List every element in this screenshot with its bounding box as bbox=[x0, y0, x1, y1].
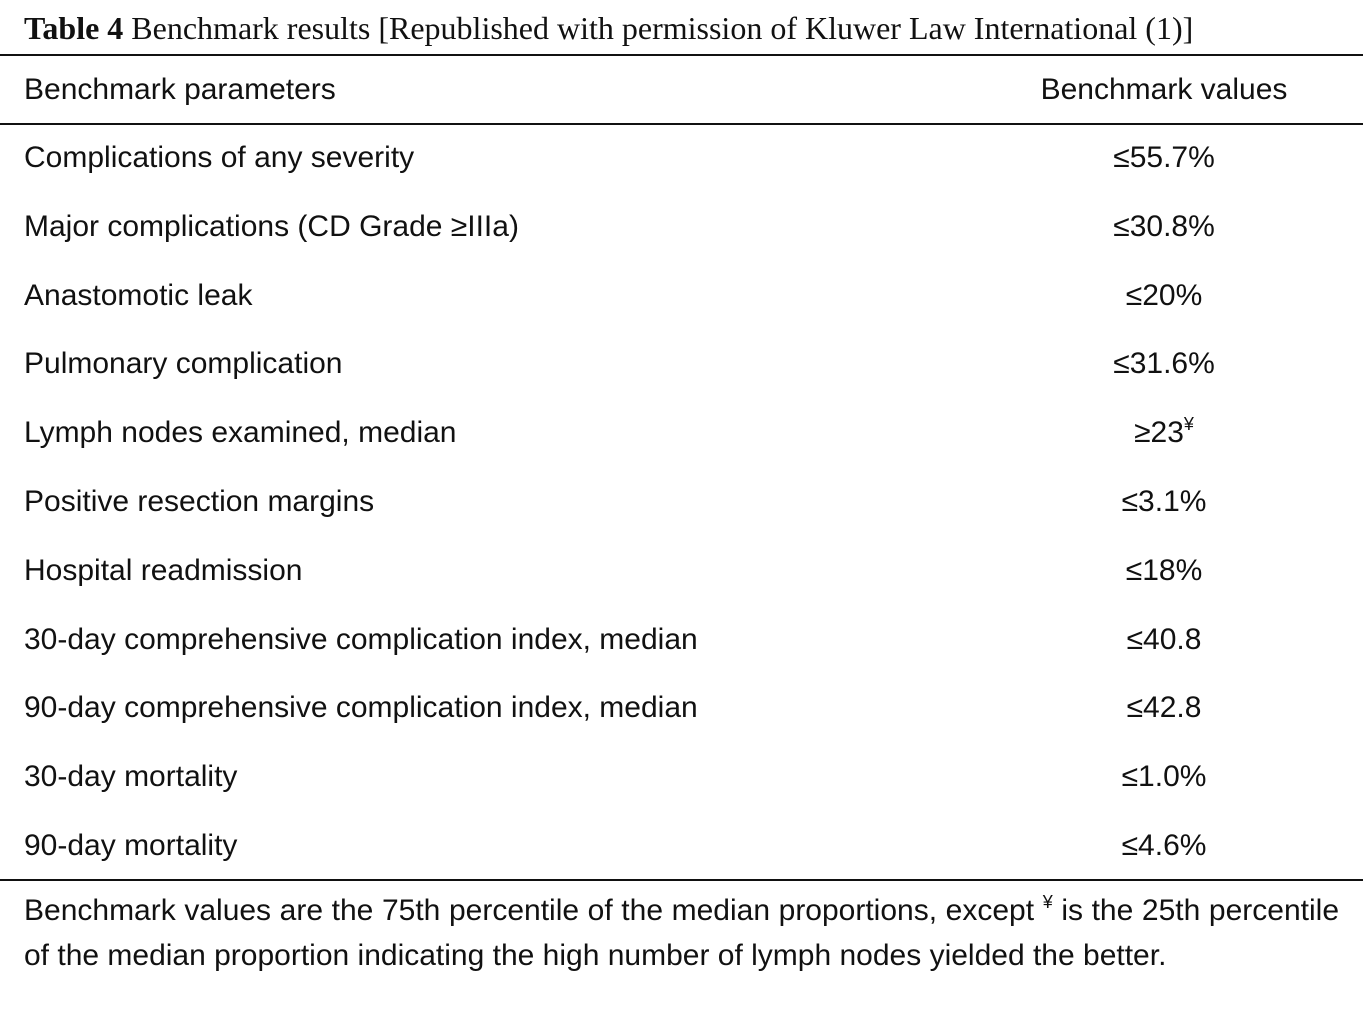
value-text: ≤3.1% bbox=[1121, 484, 1207, 518]
parameter-cell: Anastomotic leak bbox=[24, 278, 253, 312]
table-row bbox=[24, 537, 1339, 606]
parameter-cell: Lymph nodes examined, median bbox=[24, 416, 457, 450]
value-cell bbox=[1014, 537, 1314, 606]
table-caption bbox=[24, 8, 1344, 48]
table-row bbox=[24, 124, 1339, 193]
value-text: ≤40.8 bbox=[1126, 622, 1202, 656]
footnote-text-end: is the 25th percentile of the median proportion indicating the high number of lymph nodes yielded the better. bbox=[24, 894, 1339, 972]
table-row bbox=[24, 606, 1339, 675]
table-row bbox=[24, 674, 1339, 743]
footnote-text-start: Benchmark values are the 75th percentile of the median proportions, except bbox=[24, 894, 1043, 927]
value-cell bbox=[1014, 262, 1314, 331]
table-body bbox=[24, 124, 1339, 881]
parameter-cell: Hospital readmission bbox=[24, 553, 303, 587]
value-text: ≤20% bbox=[1125, 278, 1203, 312]
value-text: ≤31.6% bbox=[1113, 347, 1215, 381]
table-header-row bbox=[24, 56, 1339, 123]
table-row bbox=[24, 812, 1339, 881]
table-row bbox=[24, 399, 1339, 468]
column-header-parameters: Benchmark parameters bbox=[24, 73, 336, 106]
value-cell bbox=[1014, 468, 1314, 537]
value-cell bbox=[1014, 812, 1314, 881]
value-cell bbox=[1014, 193, 1314, 262]
value-cell bbox=[1014, 743, 1314, 812]
value-cell bbox=[1014, 330, 1314, 399]
column-header-values: Benchmark values bbox=[1040, 73, 1288, 106]
value-cell bbox=[1014, 124, 1314, 193]
value-cell bbox=[1014, 606, 1314, 675]
table-row bbox=[24, 330, 1339, 399]
table-label: Table 4 bbox=[24, 10, 124, 46]
value-text: ≤1.0% bbox=[1121, 760, 1207, 794]
footnote-mark: ¥ bbox=[1042, 892, 1053, 912]
parameter-cell: Positive resection margins bbox=[24, 484, 375, 518]
value-text: ≤42.8 bbox=[1126, 691, 1202, 725]
value-cell bbox=[1014, 399, 1314, 468]
value-text: ≤30.8% bbox=[1113, 209, 1215, 243]
value-text: ≤4.6% bbox=[1121, 828, 1207, 862]
table-title: Benchmark results [Republished with permission of Kluwer Law International (1)] bbox=[131, 10, 1194, 46]
value-footnote-mark: ¥ bbox=[1183, 414, 1194, 435]
parameter-cell: 30-day comprehensive complication index, median bbox=[24, 622, 698, 656]
table-row bbox=[24, 743, 1339, 812]
table-row bbox=[24, 193, 1339, 262]
table-footnote bbox=[24, 888, 1339, 978]
parameter-cell: 90-day mortality bbox=[24, 828, 238, 862]
parameter-cell: Pulmonary complication bbox=[24, 347, 343, 381]
table-row bbox=[24, 468, 1339, 537]
parameter-cell: Major complications (CD Grade ≥IIIa) bbox=[24, 209, 519, 243]
value-cell bbox=[1014, 674, 1314, 743]
parameter-cell: 90-day comprehensive complication index, median bbox=[24, 691, 698, 725]
table-row bbox=[24, 262, 1339, 331]
parameter-cell: Complications of any severity bbox=[24, 141, 415, 174]
parameter-cell: 30-day mortality bbox=[24, 760, 238, 794]
value-text: ≤55.7% bbox=[1113, 141, 1215, 174]
value-text: ≤18% bbox=[1125, 553, 1203, 587]
value-text: ≥23 bbox=[1134, 416, 1184, 450]
